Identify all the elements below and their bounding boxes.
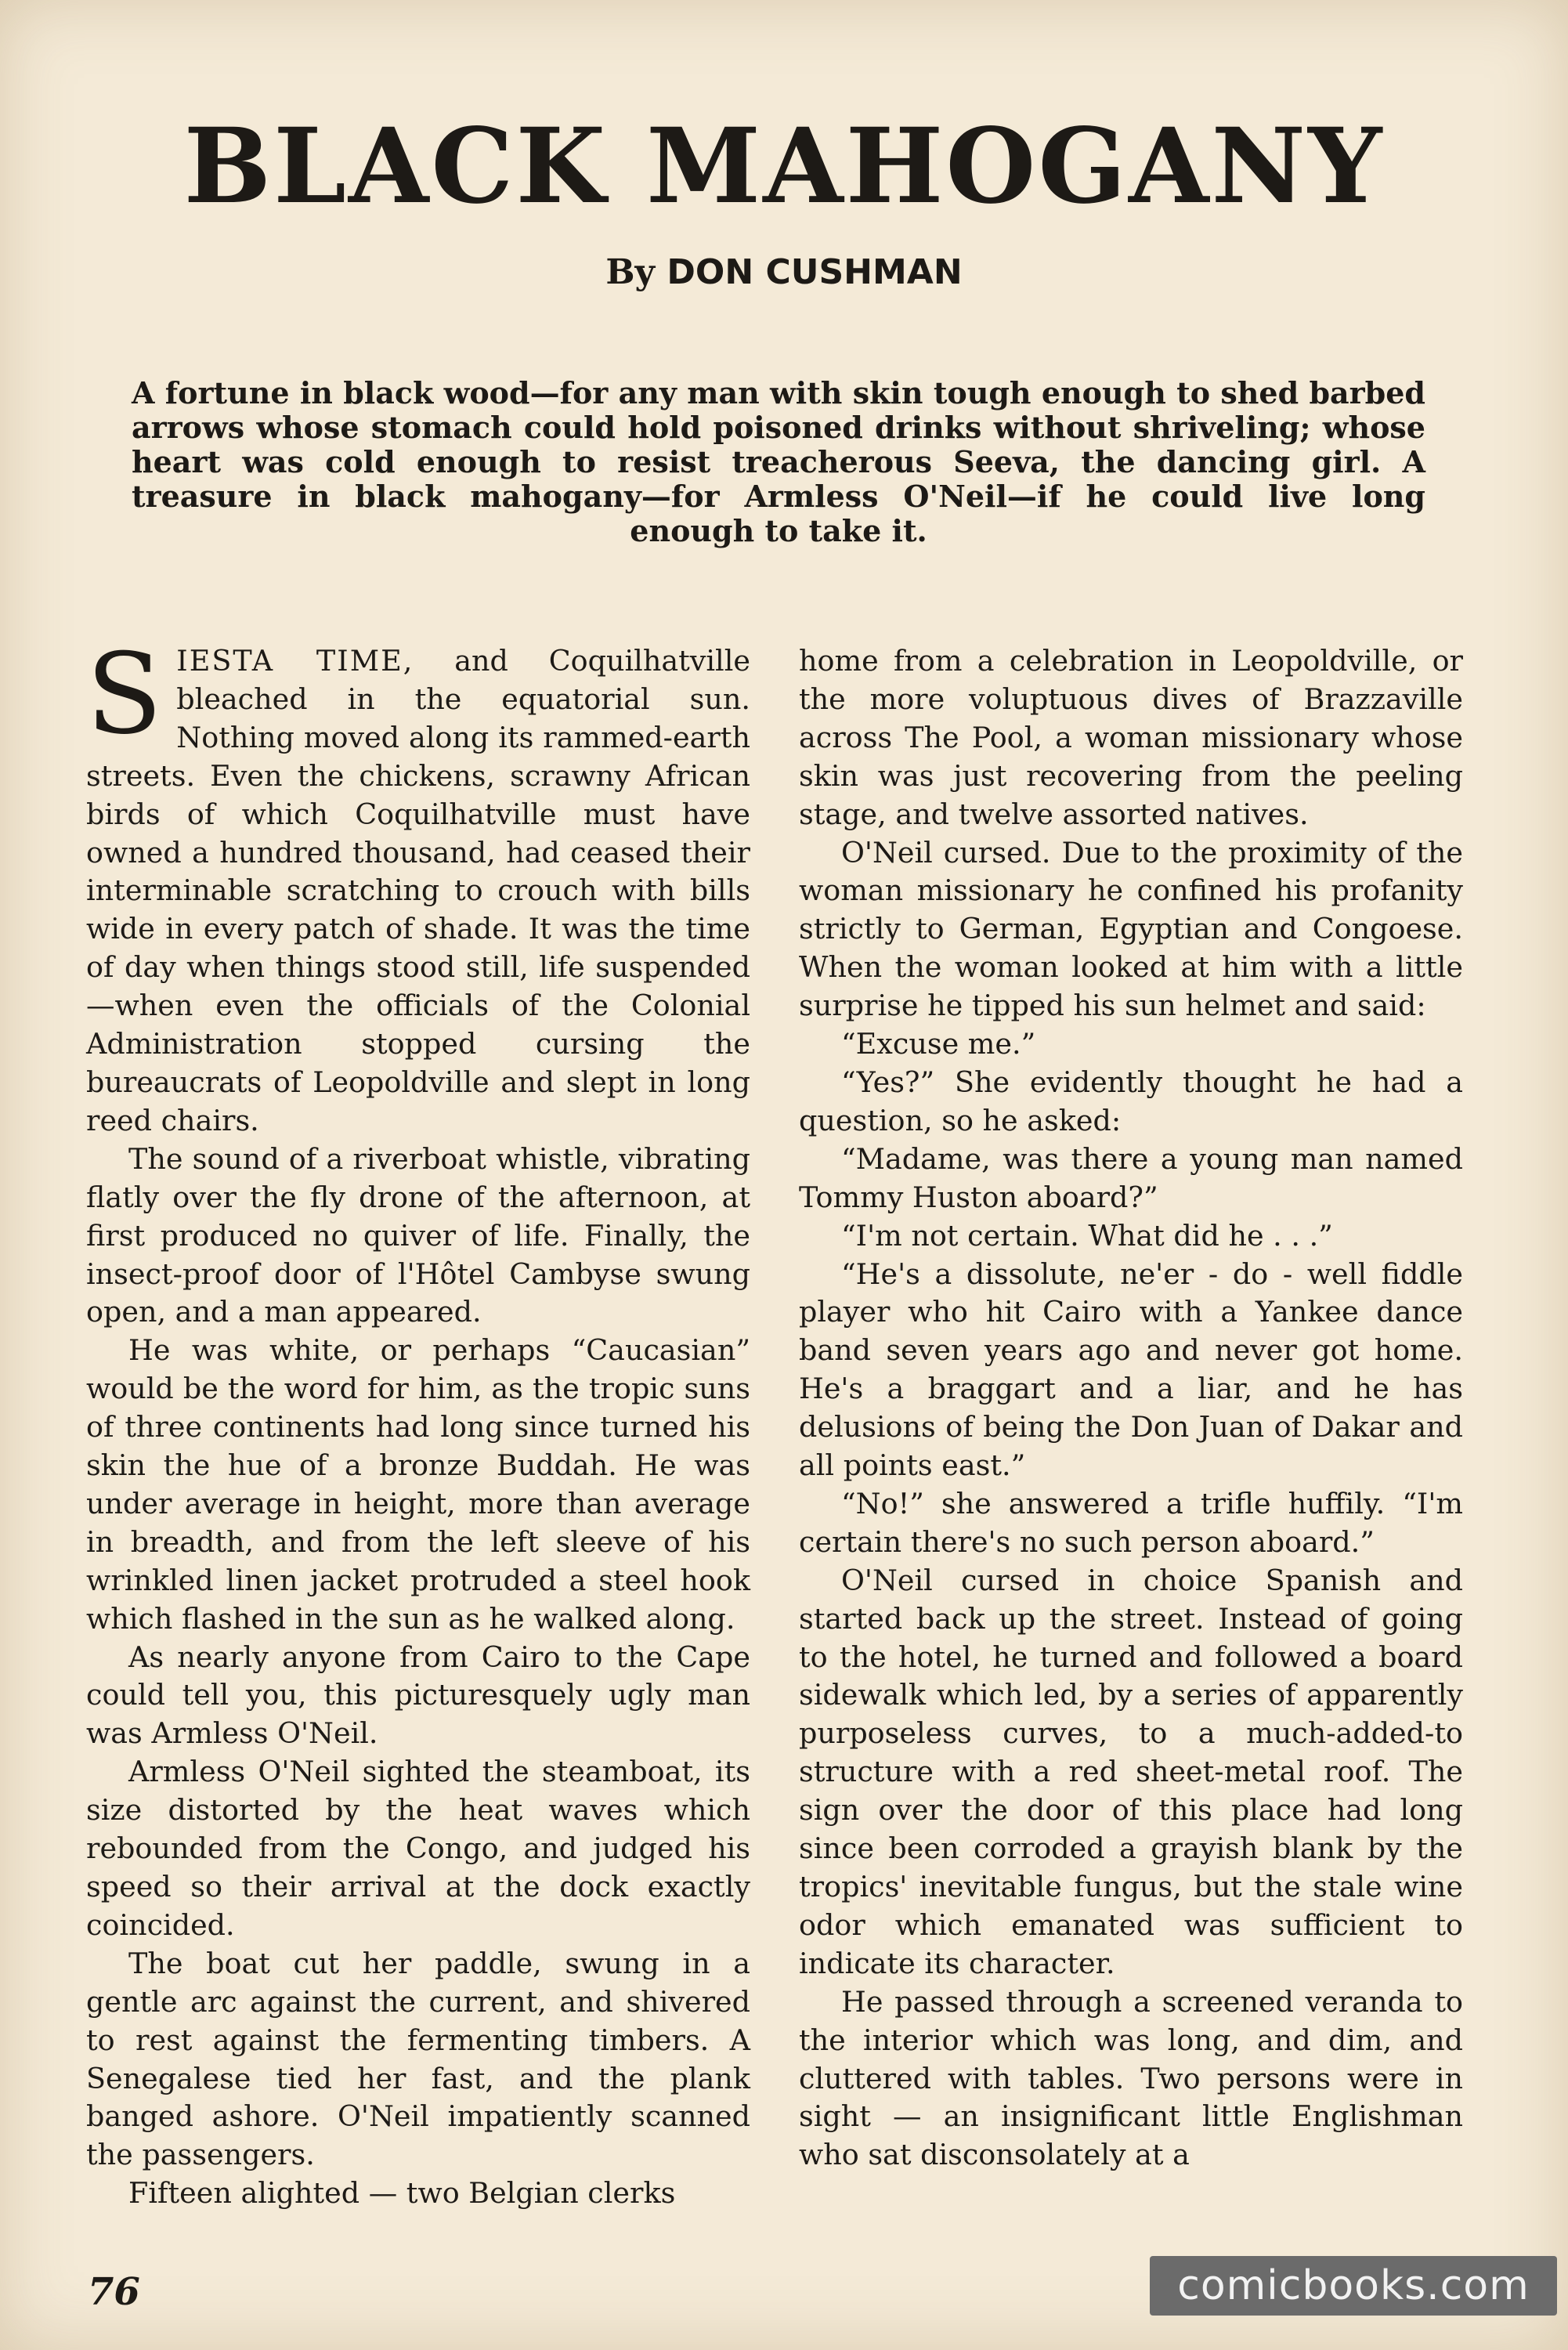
- paragraph: O'Neil cursed in choice Spanish and started back up the street. Instead of going to the hotel, he turned and followed a board sidewalk which led, by a series of apparently purposeless curves, to a much-added-to structure with a red sheet-metal roof. The sign over the door of this place had long since been corroded a grayish blank by the tropics' inevitable fungus, but the stale wine odor which emanated was sufficient to indicate its character.: [799, 1563, 1463, 1980]
- paragraph: Armless O'Neil sighted the steamboat, its size distorted by the heat waves which rebounded from the Congo, and judged his speed so their arrival at the dock exactly coincided.: [86, 1755, 750, 1942]
- paragraph: “No!” she answered a trifle huffily. “I'm certain there's no such person aboard.”: [799, 1486, 1463, 1559]
- paragraph: “Excuse me.”: [841, 1027, 1036, 1061]
- watermark-logo: comicbooks.com: [1150, 2256, 1557, 2316]
- paragraph: He passed through a screened veranda to the interior which was long, and dim, and cluttered with tables. Two persons were in sight — an insignificant little Englishman who sat disconsolately at a: [799, 1984, 1463, 2172]
- paragraph: O'Neil cursed. Due to the proximity of the woman missionary he confined his profanity strictly to German, Egyptian and Congoese. When the woman looked at him with a little surprise he tipped his sun helmet and said:: [799, 835, 1463, 1023]
- byline: [0, 252, 1568, 292]
- paragraph: The boat cut her paddle, swung in a gentle arc against the current, and shivered to rest against the fermenting timbers. A Senegalese tied her fast, and the plank banged ashore. O'Neil impatiently scanned the passengers.: [86, 1946, 750, 2172]
- paragraph: Fifteen alighted — two Belgian clerks: [128, 2176, 676, 2211]
- page-number: 76: [88, 2270, 140, 2314]
- drop-cap: S: [86, 630, 163, 759]
- opening-caps: IESTA TIME,: [176, 644, 414, 678]
- author-name: DON CUSHMAN: [667, 252, 963, 292]
- paragraph: The sound of a riverboat whistle, vibrating flatly over the fly drone of the afternoon, at first produced no quiver of life. Finally, the insect-proof door of l'Hôtel Cambyse swung open, and a man appeared.: [86, 1141, 750, 1329]
- paragraph: “I'm not certain. What did he . . .”: [841, 1218, 1333, 1253]
- story-blurb: A fortune in black wood—for any man with skin tough enough to shed barbed arrows whose stomach could hold poisoned drinks without shriveling; whose heart was cold enough to resist treacherous Seeva, the dancing girl. A treasure in black mahogany—for Armless O'Neil—if he could live long enough to take it.: [132, 375, 1425, 548]
- paragraph: “He's a dissolute, ne'er - do - well fiddle player who hit Cairo with a Yankee dance band seven years ago and never got home. He's a braggart and a liar, and he has delusions of being the Don Juan of Dakar and all points east.”: [799, 1256, 1463, 1483]
- paragraph: “Yes?” She evidently thought he had a question, so he asked:: [799, 1065, 1463, 1137]
- opening-paragraph: [86, 630, 751, 1141]
- continued-paragraph: home from a celebration in Leopoldville, or the more voluptuous dives of Brazzaville across The Pool, a woman missionary whose skin was just recovering from the peeling stage, and twelve assorted natives.: [799, 644, 1463, 831]
- right-column: [799, 642, 1463, 2175]
- paragraph: He was white, or perhaps “Caucasian” would be the word for him, as the tropic suns of three continents had long since turned his skin the hue of a bronze Buddah. He was under average in height, more than average in breadth, and from the left sleeve of his wrinkled linen jacket protruded a steel hook which flashed in the sun as he walked along.: [86, 1333, 750, 1636]
- story-title: BLACK MAHOGANY: [183, 106, 1385, 227]
- opening-text: and Coquilhatville bleached in the equatorial sun. Nothing moved along its rammed-earth streets. Even the chickens, scrawny African birds of which Coquilhatville must have owned a hundred thousand, had ceased their interminable scratching to crouch with bills wide in every patch of shade. It was the time of day when things stood still, life suspended—when even the officials of the Colonial Administration stopped cursing the bureaucrats of Leopoldville and slept in long reed chairs.: [86, 644, 751, 1137]
- left-column: [86, 630, 751, 2213]
- byline-prefix: By: [605, 252, 656, 292]
- paragraph: “Madame, was there a young man named Tommy Huston aboard?”: [799, 1141, 1463, 1214]
- paragraph: As nearly anyone from Cairo to the Cape could tell you, this picturesquely ugly man was Armless O'Neil.: [86, 1640, 750, 1751]
